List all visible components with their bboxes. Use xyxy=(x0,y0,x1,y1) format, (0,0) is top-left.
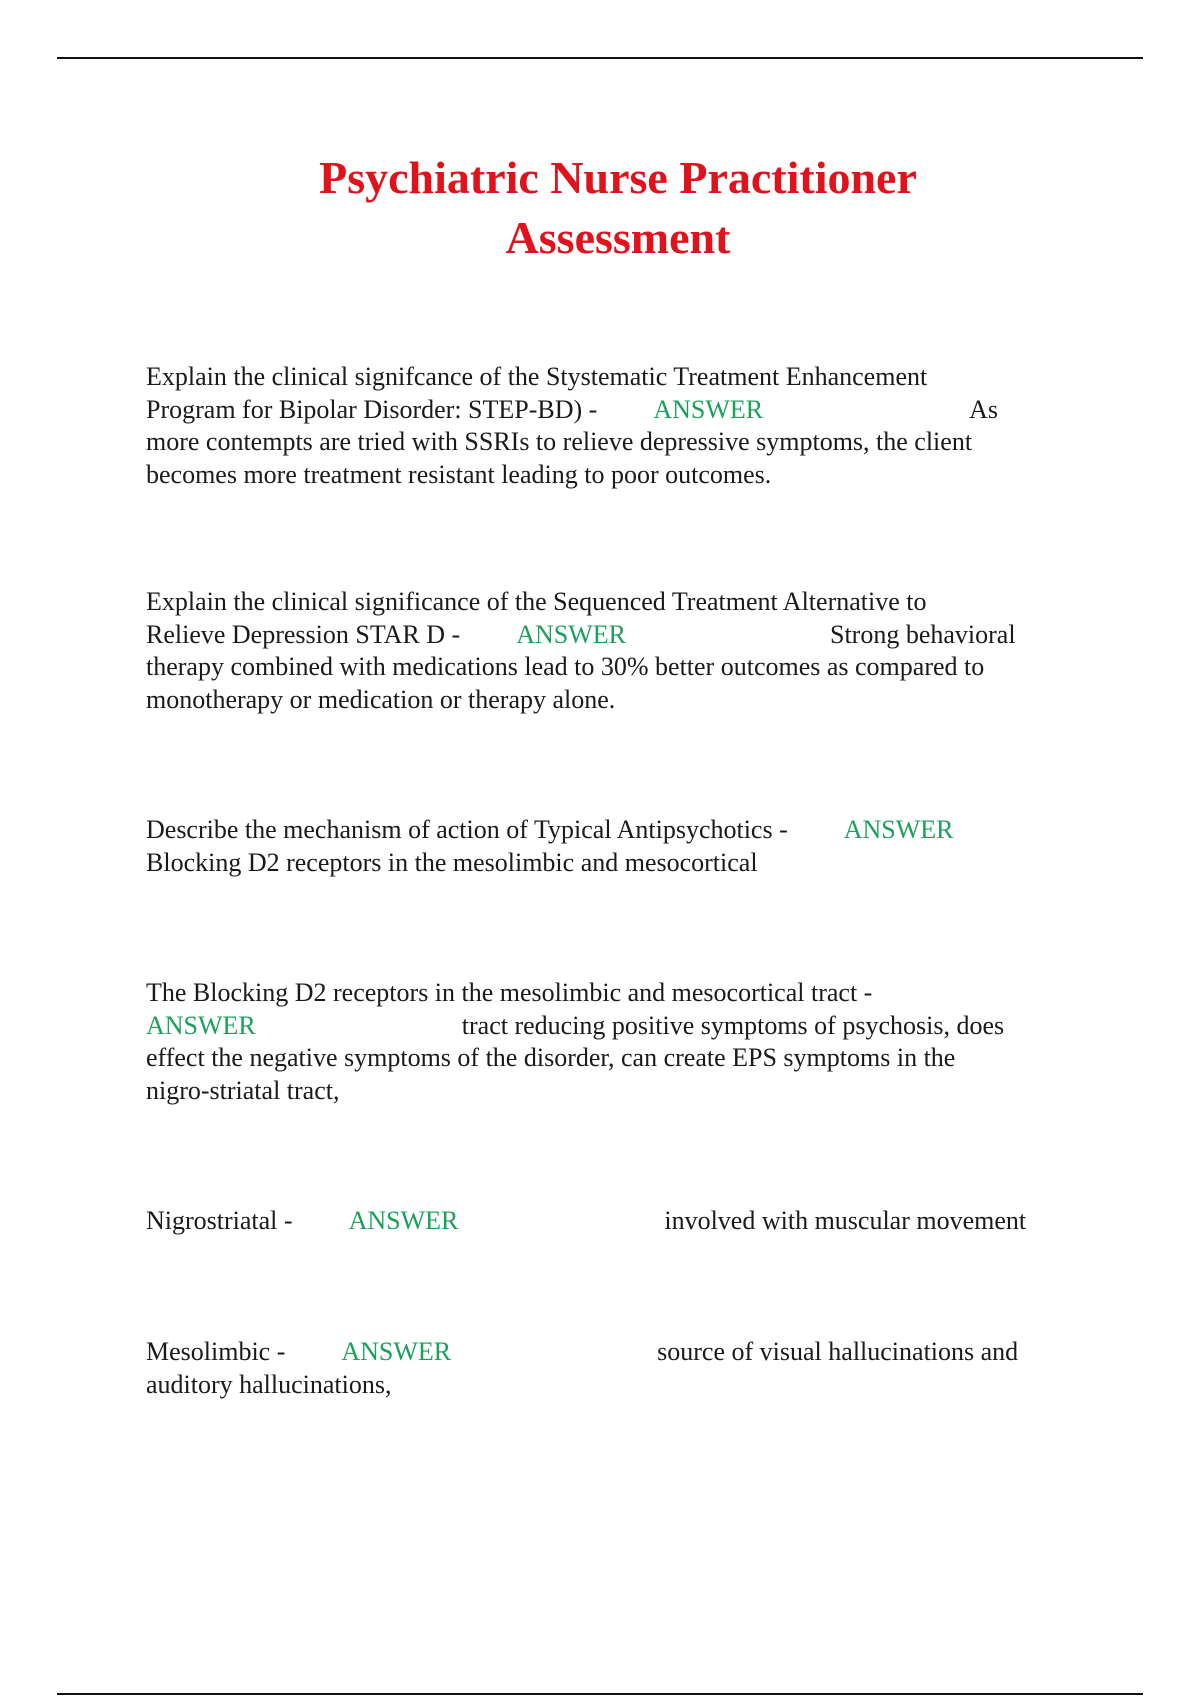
question-answer-line xyxy=(146,1010,1076,1043)
answer-text: As xyxy=(969,394,999,424)
qa-item-5 xyxy=(146,1205,1076,1238)
title-line-1: Psychiatric Nurse Practitioner xyxy=(319,152,917,203)
question-answer-line xyxy=(146,1336,1076,1369)
question-text: Nigrostriatal - xyxy=(146,1206,293,1235)
answer-label: ANSWER xyxy=(843,815,954,844)
answer-label: ANSWER xyxy=(341,1337,452,1366)
answer-text: Strong behavioral xyxy=(829,619,1016,649)
qa-item-1 xyxy=(146,361,1076,491)
answer-label: ANSWER xyxy=(146,1010,256,1040)
answer-text: source of visual hallucinations and xyxy=(657,1337,1019,1366)
answer-line: nigro-striatal tract, xyxy=(146,1075,340,1105)
answer-label: ANSWER xyxy=(516,619,626,649)
question-text: Relieve Depression STAR D - xyxy=(146,619,461,649)
answer-line: more contempts are tried with SSRIs to relieve depressive symptoms, the client xyxy=(146,427,973,456)
answer-line: therapy combined with medications lead to 30% better outcomes as compared to xyxy=(146,652,985,681)
qa-item-4 xyxy=(146,977,1076,1107)
answer-line: auditory hallucinations, xyxy=(146,1369,392,1399)
title-line-2: Assessment xyxy=(505,212,731,263)
answer-line: effect the negative symptoms of the disorder, can create EPS symptoms in the xyxy=(146,1043,956,1072)
question-answer-line xyxy=(146,1205,1076,1238)
answer-text: tract reducing positive symptoms of psychosis, does xyxy=(461,1010,1005,1040)
question-text: Mesolimbic - xyxy=(146,1337,286,1366)
top-rule xyxy=(57,57,1143,59)
answer-line: Blocking D2 receptors in the mesolimbic and mesocortical xyxy=(146,847,758,877)
answer-label: ANSWER xyxy=(348,1206,459,1235)
question-text: Describe the mechanism of action of Typical Antipsychotics - xyxy=(146,815,788,844)
qa-item-3 xyxy=(146,814,1076,879)
question-answer-line xyxy=(146,394,1076,427)
question-line: The Blocking D2 receptors in the mesolimbic and mesocortical tract - xyxy=(146,978,873,1007)
page-title xyxy=(0,148,1200,268)
answer-line: monotherapy or medication or therapy alone. xyxy=(146,684,616,714)
answer-line: becomes more treatment resistant leading to poor outcomes. xyxy=(146,459,772,489)
question-answer-line xyxy=(146,814,1076,847)
bottom-rule xyxy=(57,1693,1143,1695)
question-answer-line xyxy=(146,619,1076,652)
question-line: Explain the clinical signifcance of the Stystematic Treatment Enhancement xyxy=(146,362,928,391)
question-text: Program for Bipolar Disorder: STEP-BD) - xyxy=(146,394,598,424)
answer-label: ANSWER xyxy=(653,394,764,424)
answer-text: involved with muscular movement xyxy=(664,1206,1027,1235)
qa-item-6 xyxy=(146,1336,1076,1401)
qa-item-2 xyxy=(146,586,1076,716)
question-line: Explain the clinical significance of the Sequenced Treatment Alternative to xyxy=(146,587,927,616)
